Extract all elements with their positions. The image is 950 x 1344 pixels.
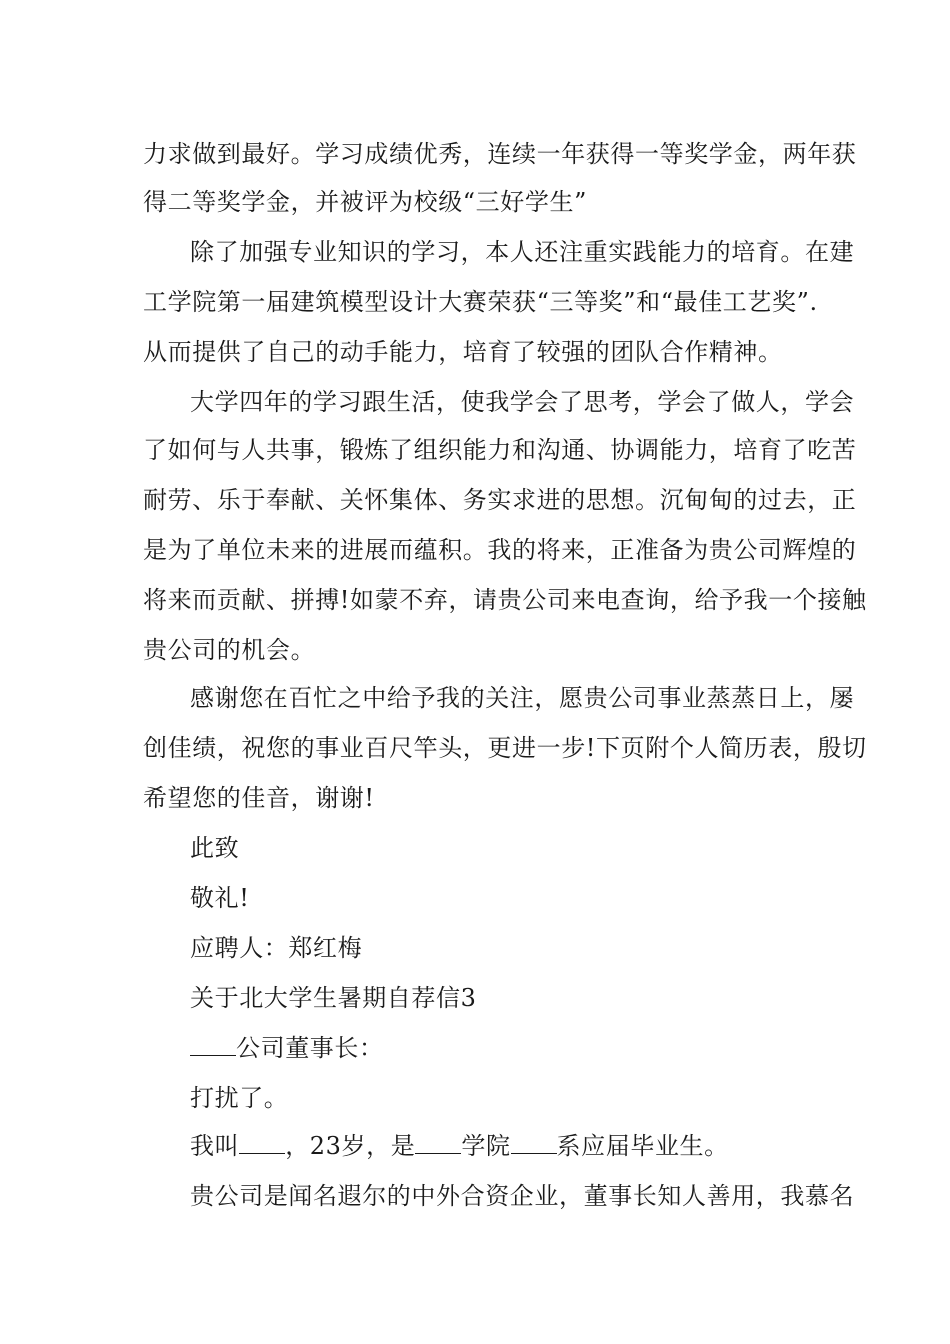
closing-line: 此致: [190, 834, 240, 862]
paragraph-line: 了如何与人共事，锻炼了组织能力和沟通、协调能力，培育了吃苦: [143, 436, 857, 464]
paragraph-line: 大学四年的学习跟生活，使我学会了思考，学会了做人，学会: [190, 388, 855, 416]
paragraph-line: 耐劳、乐于奉献、关怀集体、务实求进的思想。沉甸甸的过去，正: [143, 486, 857, 514]
paragraph-line: 工学院第一届建筑模型设计大赛荣获“三等奖”和“最佳工艺奖”.: [143, 288, 818, 316]
paragraph-line: 除了加强专业知识的学习，本人还注重实践能力的培育。在建: [190, 238, 855, 266]
intro-line: [190, 1130, 860, 1162]
salutation-text: 公司董事长：: [236, 1034, 384, 1062]
intro-text: 系应届毕业生。: [556, 1132, 729, 1160]
paragraph-line: 将来而贡献、拼搏!如蒙不弃，请贵公司来电查询，给予我一个接触: [143, 586, 867, 614]
paragraph-line: 创佳绩，祝您的事业百尺竿头，更进一步!下页附个人简历表，殷切: [143, 734, 867, 762]
letter-heading: 关于北大学生暑期自荐信3: [190, 984, 477, 1012]
greeting-line: 打扰了。: [190, 1084, 289, 1112]
paragraph-line: 希望您的佳音，谢谢!: [143, 784, 375, 812]
paragraph-line: 贵公司是闻名遐尔的中外合资企业，董事长知人善用，我慕名: [190, 1182, 855, 1210]
paragraph-line: 力求做到最好。学习成绩优秀，连续一年获得一等奖学金，两年获: [143, 140, 857, 168]
paragraph-line: 得二等奖学金，并被评为校级“三好学生”: [143, 188, 587, 216]
blank-field: [239, 1131, 285, 1154]
paragraph-line: 贵公司的机会。: [143, 636, 316, 664]
salute-line: 敬礼!: [190, 884, 250, 912]
salutation-line: [190, 1032, 860, 1064]
intro-text: 学院: [461, 1132, 511, 1160]
blank-field: [511, 1131, 557, 1154]
blank-field: [190, 1033, 236, 1056]
blank-field: [415, 1131, 461, 1154]
intro-text: 我叫: [190, 1132, 240, 1160]
paragraph-line: 从而提供了自己的动手能力，培育了较强的团队合作精神。: [143, 338, 783, 366]
intro-text: ，23岁，是: [285, 1132, 416, 1160]
signature-line: 应聘人：郑红梅: [190, 934, 363, 962]
paragraph-line: 感谢您在百忙之中给予我的关注，愿贵公司事业蒸蒸日上，屡: [190, 684, 855, 712]
paragraph-line: 是为了单位未来的进展而蕴积。我的将来，正准备为贵公司辉煌的: [143, 536, 857, 564]
